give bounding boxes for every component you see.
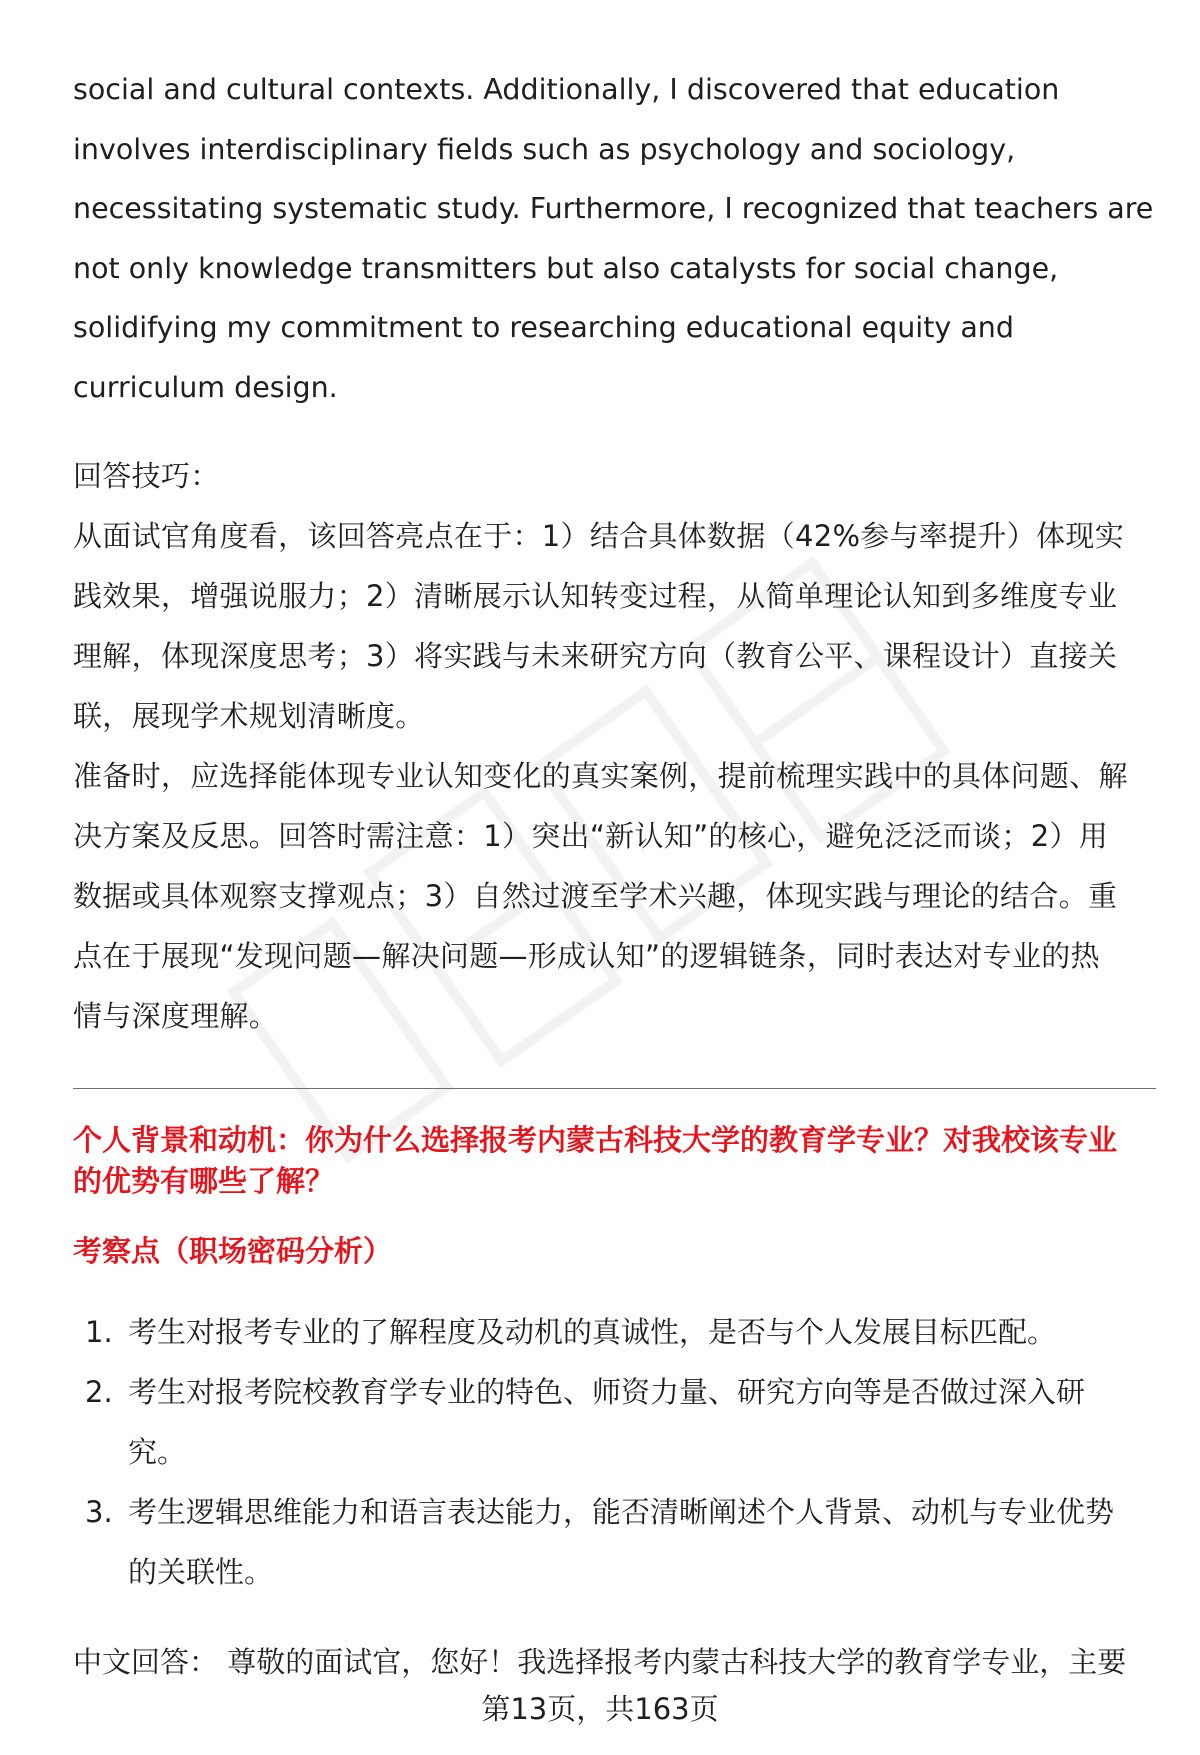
list-item xyxy=(73,1482,1163,1602)
text-line: involves interdisciplinary fields such as psychology and sociology, xyxy=(73,132,1016,166)
question-line: 的优势有哪些了解？ xyxy=(73,1164,335,1198)
text-line: solidifying my commitment to researching educational equity and xyxy=(73,311,1014,344)
page-number-footer: 第13页，共163页 xyxy=(481,1692,719,1726)
text-line: necessitating systematic study. Furthermore, I recognized that teachers are xyxy=(73,192,1154,225)
list-item-text: 究。 xyxy=(128,1435,187,1469)
text-line: 数据或具体观察支撑观点；3）自然过渡至学术兴趣，体现实践与理论的结合。重 xyxy=(73,879,1118,913)
text-line: 准备时，应选择能体现专业认知变化的真实案例，提前梳理实践中的具体问题、解 xyxy=(73,759,1128,793)
list-item xyxy=(73,1362,1163,1482)
chinese-answer-start: 中文回答： 尊敬的面试官，您好！我选择报考内蒙古科技大学的教育学专业，主要 xyxy=(73,1645,1127,1679)
assessment-points-title: 考察点（职场密码分析） xyxy=(73,1234,393,1268)
question-heading xyxy=(73,1120,1163,1202)
list-item-text: 考生对报考院校教育学专业的特色、师资力量、研究方向等是否做过深入研 xyxy=(128,1375,1086,1409)
text-line: 联，展现学术规划清晰度。 xyxy=(73,699,425,733)
text-line: 点在于展现“发现问题—解决问题—形成认知”的逻辑链条，同时表达对专业的热 xyxy=(73,939,1100,973)
list-item xyxy=(73,1302,1163,1362)
question-line: 个人背景和动机：你为什么选择报考内蒙古科技大学的教育学专业？对我校该专业 xyxy=(73,1123,1118,1157)
text-line: 理解，体现深度思考；3）将实践与未来研究方向（教育公平、课程设计）直接关 xyxy=(73,639,1118,673)
section-divider xyxy=(73,1088,1156,1089)
text-line: 决方案及反思。回答时需注意：1）突出“新认知”的核心，避免泛泛而谈；2）用 xyxy=(73,819,1109,853)
assessment-points-list xyxy=(73,1302,1163,1602)
list-item-text: 考生逻辑思维能力和语言表达能力，能否清晰阐述个人背景、动机与专业优势 xyxy=(128,1495,1115,1529)
english-answer-paragraph xyxy=(73,60,1163,417)
answer-tips-section xyxy=(73,446,1163,1046)
list-item-text: 的关联性。 xyxy=(128,1555,274,1589)
text-line: curriculum design. xyxy=(73,370,338,404)
list-item-text: 考生对报考专业的了解程度及动机的真诚性，是否与个人发展目标匹配。 xyxy=(128,1315,1057,1349)
list-number: 2. xyxy=(85,1375,113,1409)
tips-heading: 回答技巧： xyxy=(73,459,220,493)
list-number: 1. xyxy=(85,1315,113,1349)
list-number: 3. xyxy=(85,1495,113,1529)
text-line: not only knowledge transmitters but also catalysts for social change, xyxy=(73,251,1059,285)
text-line: social and cultural contexts. Additionally, I discovered that education xyxy=(73,73,1060,106)
text-line: 践效果，增强说服力；2）清晰展示认知转变过程，从简单理论认知到多维度专业 xyxy=(73,579,1118,613)
text-line: 从面试官角度看，该回答亮点在于：1）结合具体数据（42%参与率提升）体现实 xyxy=(73,519,1125,553)
text-line: 情与深度理解。 xyxy=(73,999,279,1033)
